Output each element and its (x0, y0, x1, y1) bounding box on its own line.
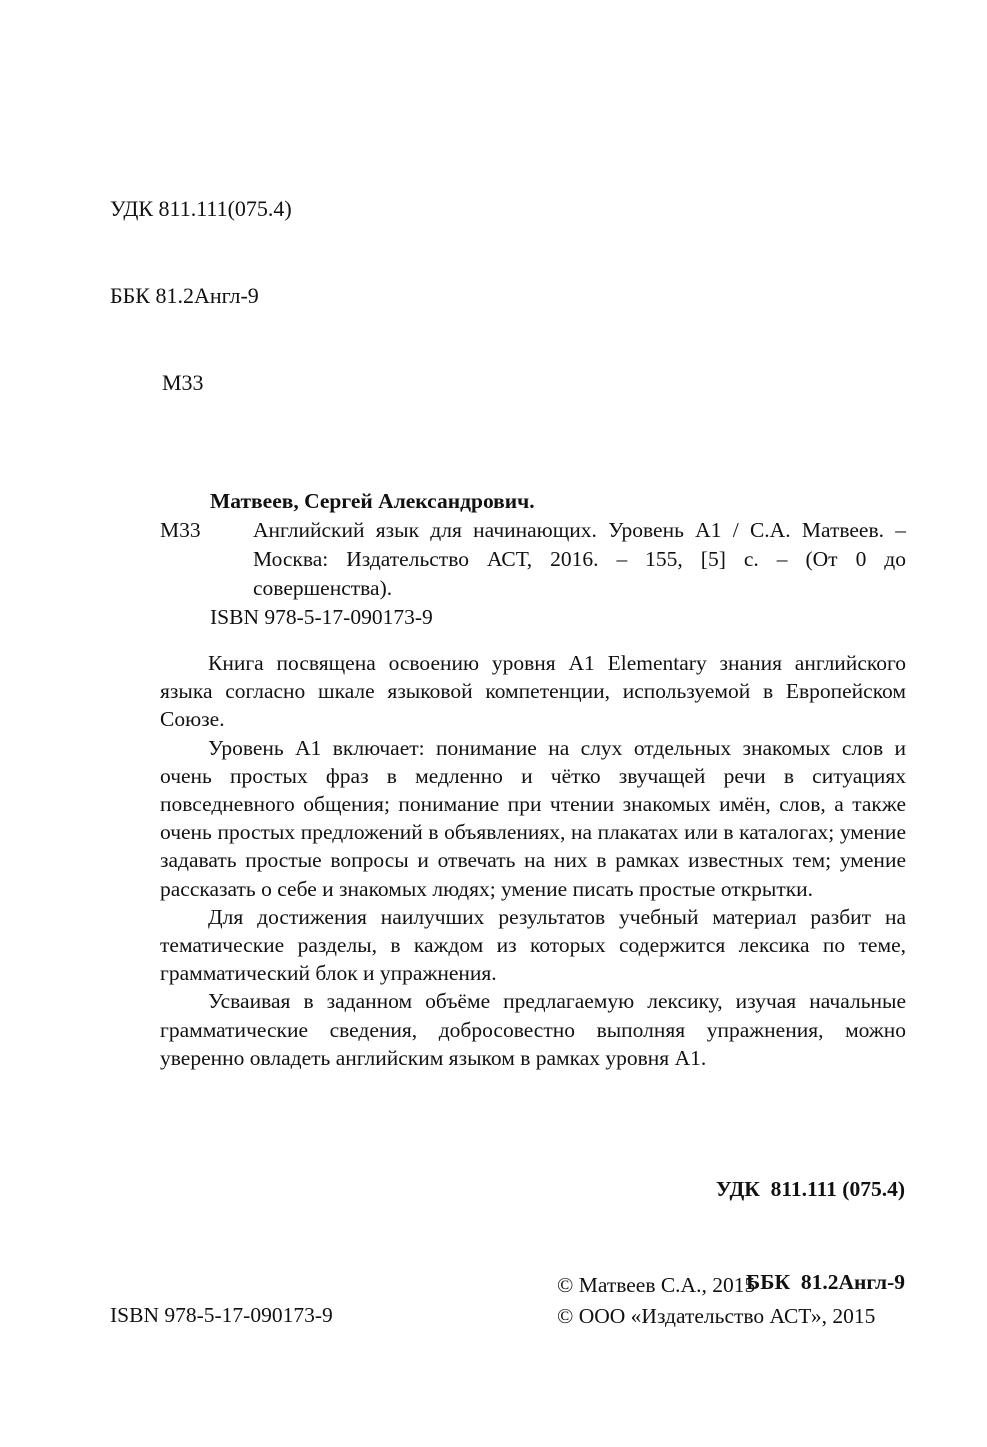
isbn-bottom-line: ISBN 978-5-17-090173-9 (110, 1303, 333, 1327)
copyright-author-line: © Матвеев С.А., 2015 (557, 1273, 756, 1297)
udk-footer-line: УДК 811.111 (075.4) (715, 1177, 905, 1201)
annotation-paragraph-2: Уровень A1 включает: понимание на слух отдельных знакомых слов и очень простых фраз в медленно и чётко звучащей речи в ситуациях повседневного общения; понимание при чтении знакомых имён, слов, а также очень простых предложений в объявлениях, на плакатах или в каталогах; умение задавать простые вопросы и отвечать на них в рамках известных тем; умение рассказать о себе и знакомых людях; умение писать простые открытки. (160, 735, 906, 901)
cip-entry-text: Английский язык для начинающих. Уровень A1 / С.А. Матвеев. – Москва: Издательство АСТ, 2016. – 155, [5] с. – (От 0 до совершенства). (253, 518, 906, 600)
cip-isbn-line: ISBN 978-5-17-090173-9 (210, 605, 433, 629)
annotation-block (160, 649, 906, 1072)
udk-top-line: УДК 811.111(075.4) (110, 196, 292, 221)
annotation-paragraph-1: Книга посвящена освоению уровня A1 Elementary знания английского языка согласно шкале языковой компетенции, используемой в Европейском Союзе. (160, 651, 906, 732)
copyright-block (557, 1270, 875, 1331)
cip-author-line: Матвеев, Сергей Александрович. (210, 489, 535, 513)
classification-block (110, 136, 292, 455)
author-sign-code: М33 (162, 370, 204, 395)
copyright-publisher-line: © ООО «Издательство АСТ», 2015 (557, 1303, 876, 1328)
cip-bibliographic-record (160, 487, 906, 632)
annotation-paragraph-4: Усваивая в заданном объёме предлагаемую лексику, изучая начальные грамматические сведения, добросовестно выполняя упражнения, можно уверенно овладеть английским языком в рамках уровня A1. (160, 989, 906, 1070)
cip-entry-wrap (160, 516, 906, 603)
bbk-top-line: ББК 81.2Англ-9 (110, 283, 259, 308)
cip-author-sign: М33 (160, 518, 201, 542)
bbk-footer-line: ББК 81.2Англ-9 (746, 1270, 905, 1294)
annotation-paragraph-3: Для достижения наилучших результатов учебный материал разбит на тематические разделы, в каждом из которых содержится лексика по теме, грамматический блок и упражнения. (160, 904, 906, 986)
